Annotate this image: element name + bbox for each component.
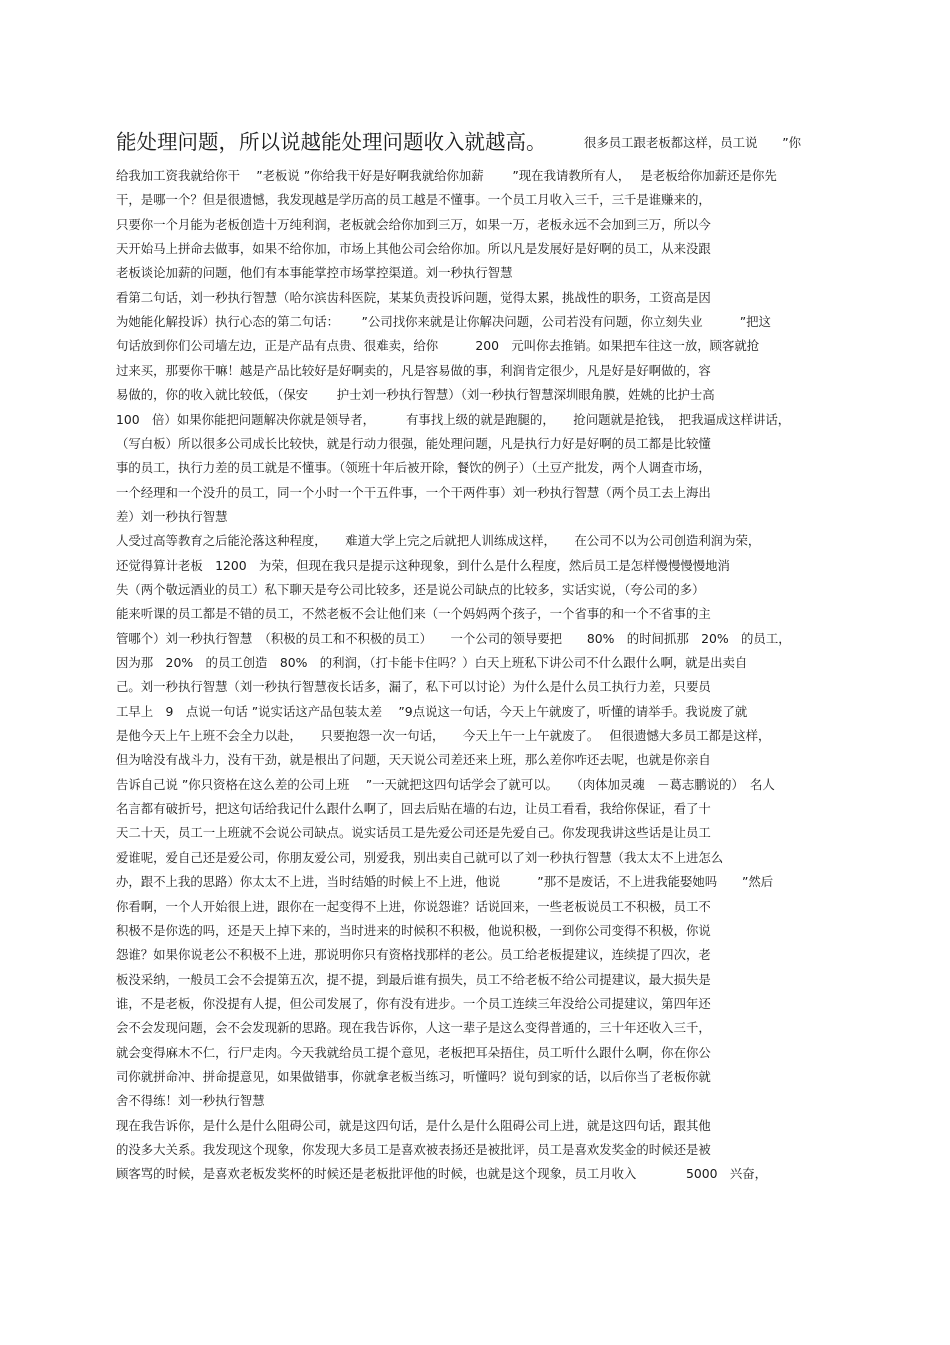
text-line: 句话放到你们公司墙左边，正是产品有点贵、很难卖，给你 200 元叫你去推销。如果把车往这一放，顾客就抢 bbox=[116, 338, 760, 354]
text-line: 干，是哪一个？但是很遗憾，我发现越是学历高的员工越是不懂事。一个员工月收入三千，三千是谁赚来的， bbox=[116, 192, 711, 208]
text-line: 顾客骂的时候，是喜欢老板发奖杯的时候还是老板批评他的时候，也就是这个现象，员工月收入 5000 兴奋， bbox=[116, 1166, 768, 1182]
text-line: 天二十天，员工一上班就不会说公司缺点。说实话员工是先爱公司还是先爱自己。你发现我讲这些话是让员工 bbox=[116, 825, 711, 841]
document-heading: 能处理问题，所以说越能处理问题收入就越高。 bbox=[116, 130, 547, 154]
text-line: 因为那 20% 的员工创造 80% 的利润，（打卡能卡住吗？）白天上班私下讲公司不什么跟什么啊，就是出卖自 bbox=[116, 655, 748, 670]
text-line: 积极不是你选的吗，还是天上掉下来的，当时进来的时候积不积极，他说积极，一到你公司变得不积极，你说 bbox=[116, 922, 711, 938]
text-line: 告诉自己说 ”你只资格在这么差的公司上班 ”一天就把这四句话学会了就可以。 （肉体加灵魂 －葛志鹏说的） 名人 bbox=[116, 776, 775, 792]
text-line: 是他今天上午上班不会全力以赴， 只要抱怨一次一句话， 今天上午一上午就废了。 但很遗憾大多员工都是这样， bbox=[116, 728, 771, 744]
heading-tail-text: 很多员工跟老板都这样，员工说 ”你 bbox=[584, 135, 802, 150]
text-line: 能来听课的员工都是不错的员工，不然老板不会让他们来（一个妈妈两个孩子，一个省事的和一个不省事的主 bbox=[116, 606, 711, 622]
text-line: 过来买，那要你干嘛！越是产品比较好是好啊卖的，凡是容易做的事，利润肯定很少，凡是好是好啊做的，容 bbox=[116, 362, 711, 378]
text-line: 差）刘一秒执行智慧 bbox=[116, 508, 228, 524]
text-line: （写白板）所以很多公司成长比较快，就是行动力很强，能处理问题，凡是执行力好是好啊的员工都是比较懂 bbox=[116, 435, 711, 451]
text-line: 爱谁呢，爱自己还是爱公司，你朋友爱公司，别爱我，别出卖自己就可以了刘一秒执行智慧（我太太不上进怎么 bbox=[116, 849, 724, 865]
text-line: 会不会发现问题，会不会发现新的思路。现在我告诉你，人这一辈子是这么变得普通的，三十年还收入三千， bbox=[116, 1020, 711, 1036]
text-line: 人受过高等教育之后能沦落这种程度， 难道大学上完之后就把人训练成这样， 在公司不以为公司创造利润为荣， bbox=[116, 533, 761, 549]
text-line: 看第二句话，刘一秒执行智慧（哈尔滨齿科医院，某某负责投诉问题，觉得太累，挑战性的职务，工资高是因 bbox=[116, 289, 711, 305]
text-line: 板没采纳，一般员工会不会提第五次，提不提，到最后谁有损失，员工不给老板不给公司提建议，最大损失是 bbox=[116, 971, 711, 987]
text-line: 谁，不是老板，你没提有人提，但公司发展了，你有没有进步。一个员工连续三年没给公司提建议，第四年还 bbox=[116, 995, 711, 1011]
text-line: 管哪个）刘一秒执行智慧 （积极的员工和不积极的员工） 一个公司的领导要把 80% 的时间抓那 20% 的员工， bbox=[116, 630, 791, 646]
text-line: 失（两个敬远酒业的员工）私下聊天是夸公司比较多，还是说公司缺点的比较多，实话实说，（夸公司的多） bbox=[116, 581, 705, 597]
text-line: 100 倍）如果你能把问题解决你就是领导者， 有事找上级的就是跑腿的， 抢问题就是抢钱， 把我逼成这样讲话， bbox=[116, 411, 791, 427]
text-line: 天开始马上拼命去做事，如果不给你加，市场上其他公司会给你加。所以凡是发展好是好啊的员工，从来没跟 bbox=[116, 241, 711, 257]
text-line: 只要你一个月能为老板创造十万纯利润，老板就会给你加到三万，如果一万，老板永远不会加到三万，所以今 bbox=[116, 216, 711, 232]
text-line: 就会变得麻木不仁，行尸走肉。今天我就给员工提个意见，老板把耳朵捂住，员工听什么跟什么啊，你在你公 bbox=[116, 1044, 711, 1060]
text-line: 事的员工，执行力差的员工就是不懂事。（领班十年后被开除，餐饮的例子）（土豆产批发，两个人调查市场， bbox=[116, 460, 711, 476]
text-line: 己。刘一秒执行智慧（刘一秒执行智慧夜长话多，漏了，私下可以讨论）为什么是什么员工执行力差，只要员 bbox=[116, 679, 711, 695]
text-line: 老板谈论加薪的问题，他们有本事能掌控市场掌控渠道。刘一秒执行智慧 bbox=[116, 265, 513, 281]
text-line: 的没多大关系。我发现这个现象，你发现大多员工是喜欢被表扬还是被批评，员工是喜欢发奖金的时候还是被 bbox=[116, 1142, 711, 1157]
text-line: 你看啊，一个人开始很上进，跟你在一起变得不上进，你说怨谁？话说回来，一些老板说员工不积极，员工不 bbox=[116, 898, 711, 914]
text-line: 还觉得算计老板 1200 为荣，但现在我只是提示这种现象，到什么是什么程度，然后员工是怎样慢慢慢慢地消 bbox=[116, 557, 730, 573]
text-line: 司你就拼命冲、拼命提意见，如果做错事，你就拿老板当练习，听懂吗？说句到家的话，以后你当了老板你就 bbox=[116, 1068, 711, 1084]
text-line: 一个经理和一个没升的员工，同一个小时一个干五件事，一个干两件事）刘一秒执行智慧（两个员工去上海出 bbox=[116, 484, 711, 500]
text-line: 为她能化解投诉）执行心态的第二句话： ”公司找你来就是让你解决问题，公司若没有问题，你立刻失业 ”把这 bbox=[116, 314, 771, 330]
text-line: 舍不得练！刘一秒执行智慧 bbox=[116, 1093, 265, 1109]
text-line: 名言都有破折号，把这句话给我记什么跟什么啊了，回去后贴在墙的右边，让员工看看，我给你保证，看了十 bbox=[116, 801, 711, 817]
text-line: 现在我告诉你，是什么是什么阻碍公司，就是这四句话，是什么是什么阻碍公司上进，就是这四句话，跟其他 bbox=[116, 1117, 711, 1133]
text-line: 易做的，你的收入就比较低，（保安 护士刘一秒执行智慧）（刘一秒执行智慧深圳眼角膜，姓姚的比护士高 bbox=[116, 387, 715, 403]
text-line: 但为啥没有战斗力，没有干劲，就是根出了问题，天天说公司差还来上班，那么差你咋还去呢，也就是你亲自 bbox=[116, 752, 711, 768]
text-line: 办，跟不上我的思路）你太太不上进，当时结婚的时候上不上进，他说 ”那不是废话，不上进我能娶她吗 ”然后 bbox=[116, 874, 774, 890]
text-line: 给我加工资我就给你干 ”老板说 ”你给我干好是好啊我就给你加薪 ”现在我请教所有人， 是老板给你加薪还是你先 bbox=[116, 168, 777, 183]
text-line: 工早上 9 点说一句话 ”说实话这产品包装太差 ”9点说这一句话，今天上午就废了，听懂的请举手。我说废了就 bbox=[116, 703, 748, 719]
text-line: 怨谁？如果你说老公不积极不上进，那说明你只有资格找那样的老公。员工给老板提建议，连续提了四次，老 bbox=[116, 947, 711, 963]
